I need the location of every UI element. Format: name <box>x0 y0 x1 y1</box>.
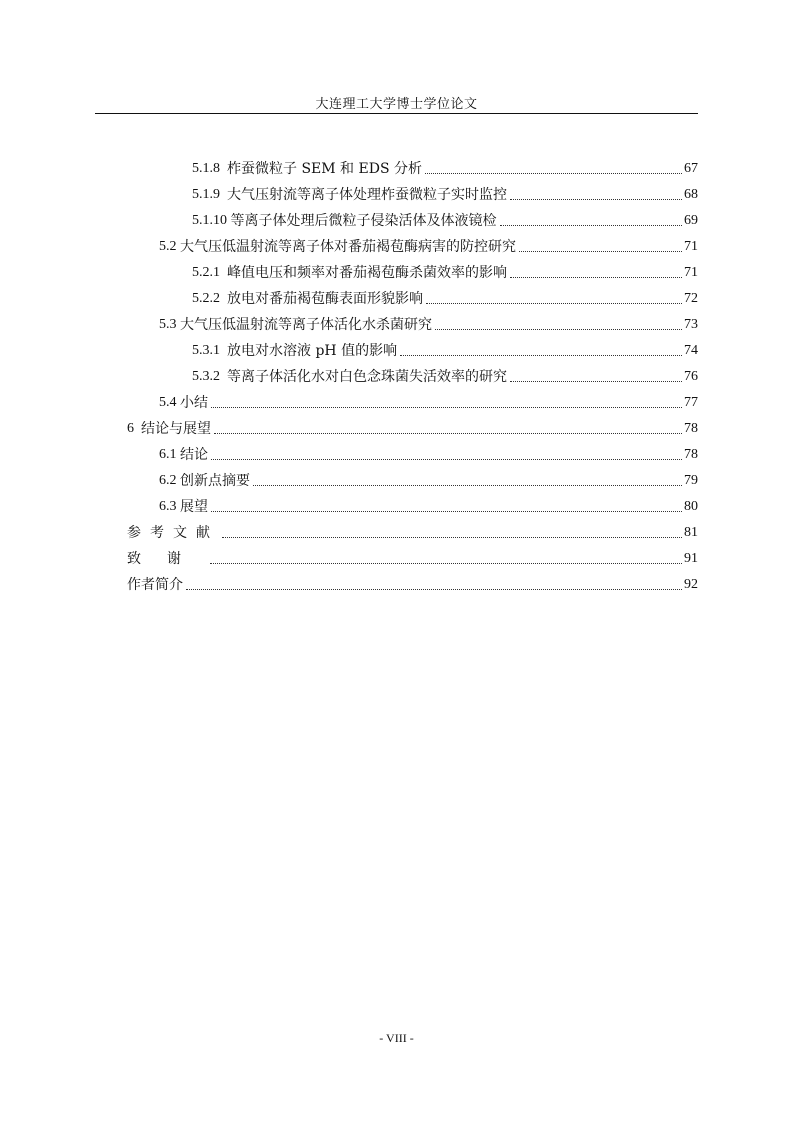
toc-entry-title: 柞蚕微粒子 SEM 和 EDS 分析 <box>227 161 422 177</box>
toc-entry-page: 80 <box>684 499 698 514</box>
toc-entry-number: 5.1.8 <box>192 161 227 176</box>
toc-entry[interactable] <box>192 334 698 360</box>
toc-entry-number: 6.2 <box>159 473 180 488</box>
toc-entry-title: 峰值电压和频率对番茄褐苞酶杀菌效率的影响 <box>227 265 507 281</box>
toc-entry-page: 77 <box>684 395 698 410</box>
toc-entry[interactable] <box>159 308 698 334</box>
dot-leader <box>510 277 682 278</box>
toc-entry-title: 等离子体处理后微粒子侵染活体及体液镜检 <box>230 213 497 229</box>
toc-entry-title: 大气压射流等离子体处理柞蚕微粒子实时监控 <box>227 187 507 203</box>
dot-leader <box>500 225 683 226</box>
toc-entry-number: 6 <box>127 421 141 436</box>
dot-leader <box>510 199 682 200</box>
toc-entry[interactable] <box>127 568 698 594</box>
toc-entry[interactable] <box>159 386 698 412</box>
toc-entry-title: 大气压低温射流等离子体对番茄褐苞酶病害的防控研究 <box>180 239 516 255</box>
toc-entry-number: 5.2.2 <box>192 291 227 306</box>
toc-entry-page: 92 <box>684 577 698 592</box>
dot-leader <box>214 433 682 434</box>
toc-entry-title: 展望 <box>180 499 208 515</box>
toc-entry-number: 5.2 <box>159 239 180 254</box>
toc-entry-page: 74 <box>684 343 698 358</box>
dot-leader <box>186 589 682 590</box>
toc-entry-number: 5.2.1 <box>192 265 227 280</box>
toc-entry-number: 6.3 <box>159 499 180 514</box>
dot-leader <box>519 251 682 252</box>
dot-leader <box>400 355 682 356</box>
toc-entry-page: 71 <box>684 239 698 254</box>
dot-leader <box>510 381 682 382</box>
toc-entry[interactable] <box>192 282 698 308</box>
dot-leader <box>222 537 682 538</box>
toc-entry-title: 作者简介 <box>127 577 183 593</box>
toc-entry-number: 5.3.2 <box>192 369 227 384</box>
toc-entry-title: 结论与展望 <box>141 421 211 437</box>
toc-entry[interactable] <box>127 516 698 542</box>
toc-entry-page: 78 <box>684 421 698 436</box>
toc-entry-page: 67 <box>684 161 698 176</box>
toc-entry[interactable] <box>192 152 698 178</box>
toc-entry-title: 参考文献 <box>127 525 219 541</box>
page-header: 大连理工大学博士学位论文 <box>315 97 478 112</box>
toc-entry-number: 5.3.1 <box>192 343 227 358</box>
header-rule <box>95 113 698 114</box>
toc-entry-page: 71 <box>684 265 698 280</box>
dot-leader <box>211 407 682 408</box>
dot-leader <box>210 563 682 564</box>
toc-entry[interactable] <box>192 204 698 230</box>
toc-entry-number: 5.1.10 <box>192 213 231 228</box>
toc-entry[interactable] <box>192 178 698 204</box>
dot-leader <box>426 303 682 304</box>
toc-entry-title: 致谢 <box>127 551 207 567</box>
toc-entry-title: 放电对番茄褐苞酶表面形貌影响 <box>227 291 423 307</box>
toc-entry-page: 91 <box>684 551 698 566</box>
toc-entry[interactable] <box>127 542 698 568</box>
toc-entry[interactable] <box>159 438 698 464</box>
page-number: - VIII - <box>379 1031 414 1045</box>
toc-entry[interactable] <box>159 230 698 256</box>
toc-entry[interactable] <box>192 360 698 386</box>
toc-entry-number: 5.4 <box>159 395 180 410</box>
dot-leader <box>253 485 682 486</box>
toc-entry-title: 小结 <box>180 395 208 411</box>
toc-entry-page: 79 <box>684 473 698 488</box>
toc-entry-title: 放电对水溶液 pH 值的影响 <box>227 343 398 359</box>
toc-entry-title: 创新点摘要 <box>180 473 250 489</box>
toc-entry-title: 大气压低温射流等离子体活化水杀菌研究 <box>180 317 432 333</box>
toc-entry[interactable] <box>159 490 698 516</box>
dot-leader <box>425 173 682 174</box>
dot-leader <box>211 459 682 460</box>
toc-entry[interactable] <box>192 256 698 282</box>
toc-entry-number: 6.1 <box>159 447 180 462</box>
dot-leader <box>211 511 682 512</box>
toc-entry-page: 69 <box>684 213 698 228</box>
toc-entry-page: 72 <box>684 291 698 306</box>
toc-entry-number: 5.1.9 <box>192 187 227 202</box>
toc-entry-number: 5.3 <box>159 317 180 332</box>
toc-entry-page: 81 <box>684 525 698 540</box>
dot-leader <box>435 329 682 330</box>
toc-entry-title: 结论 <box>180 447 208 463</box>
toc-entry-title: 等离子体活化水对白色念珠菌失活效率的研究 <box>227 369 507 385</box>
toc-entry-page: 78 <box>684 447 698 462</box>
toc-entry-page: 68 <box>684 187 698 202</box>
toc-entry[interactable] <box>159 464 698 490</box>
toc-entry-page: 76 <box>684 369 698 384</box>
toc-entry-page: 73 <box>684 317 698 332</box>
toc-entry[interactable] <box>127 412 698 438</box>
